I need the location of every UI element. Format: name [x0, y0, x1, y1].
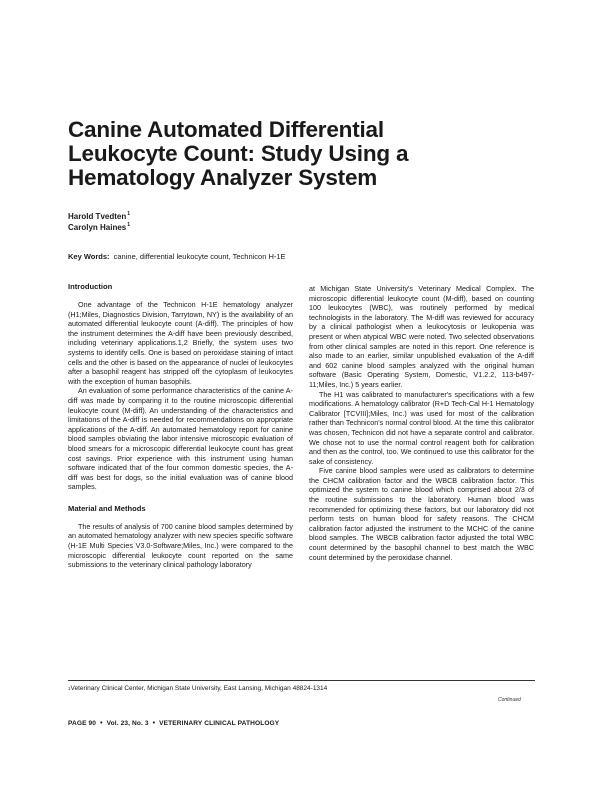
author-name: Harold Tvedten — [68, 212, 127, 221]
footnote — [68, 684, 535, 693]
page-footer — [68, 720, 279, 727]
continued-label: Continued — [498, 697, 521, 703]
body-paragraph: Five canine blood samples were used as calibrators to determine the CHCM calibration factor and the WBCB calibration factor. This optimized the system to canine blood which comprised about 2/3 of the routine submissions to the laboratory. Human blood was recommended for optimizing these factors, but our laboratory did not perform tests on human blood for safety reasons. The CHCM calibration factor adjusted the instrument to the MCHC of the canine blood samples. The WBCB calibration factor adjusted the total WBC count determined by the basophil channel to best match the WBC count determined by the peroxidase channel. — [309, 466, 534, 562]
methods-heading: Material and Methods — [68, 503, 146, 513]
footnote-divider — [68, 680, 535, 681]
author — [68, 211, 130, 222]
right-column — [309, 284, 534, 562]
bullet-separator: • — [152, 720, 156, 727]
title-line: Leukocyte Count: Study Using a — [68, 141, 409, 166]
article-title — [68, 118, 538, 190]
keywords-text: canine, differential leukocyte count, Technicon H-1E — [113, 252, 286, 261]
body-paragraph: The H1 was calibrated to manufacturer's specifications with a few modifications. A hematology calibrator (R+D Tech-Cal H-1 Hematology Calibrator [TCVIII];Miles, Inc.) was used for most of the calibration rather than Technicon's normal control blood. At the time this calibrator was chosen, Technicon did not have a separate control and calibrator. We chose not to use the normal control reagent both for calibration and then as the control, too. We continued to use this calibrator for the sake of consistency. — [309, 389, 534, 466]
author-affiliation-mark: 1 — [127, 222, 131, 228]
author-name: Carolyn Haines — [68, 223, 127, 232]
title-line: Hematology Analyzer System — [68, 165, 378, 190]
journal-name: VETERINARY CLINICAL PATHOLOGY — [159, 720, 280, 727]
keywords-line — [68, 252, 286, 262]
body-paragraph: at Michigan State University's Veterinary Medical Complex. The microscopic differential leukocyte count (M-diff), based on counting 100 leukocytes (WBC), was routinely performed by medical technologists in the laboratory. The M-diff was reviewed for accuracy by a clinical pathologist when a leukocytosis or leukopenia was present or when atypical WBC were noted. Two selected observations from other clinical samples are noted in this report. One reference is also made to an earlier, similar unpublished evaluation of the A-diff and 602 canine blood samples analyzed with the original human software (Basic Operating System, Domestic, V1.2.2, 113-b497-11;Miles, Inc.) 5 years earlier. — [309, 284, 534, 389]
bullet-separator: • — [100, 720, 103, 727]
author — [68, 222, 130, 233]
introduction-heading: Introduction — [68, 282, 113, 291]
intro-paragraph: An evaluation of some performance characteristics of the canine A-diff was made by comparing it to the routine microscopic differential leukocyte count (M-diff). An understanding of the characteristics and limitations of the A-diff is needed for recommendations on appropriate applications of the A-diff. An automated hematology report for canine blood samples obviating the labor intensive microscopic evaluation of blood smears for a microscopic differential leukocyte count has great cost savings. Prior experience with this instrument using human software indicated that of the four common domestic species, the A-diff was best for dogs, so the initial evaluation was of canine blood samples. — [68, 386, 293, 492]
keywords-label: Key Words: — [68, 252, 110, 261]
left-column — [68, 282, 293, 570]
volume-issue: Vol. 23, No. 3 — [106, 720, 149, 727]
author-list — [68, 211, 130, 233]
footnote-mark: 1 — [68, 686, 71, 691]
intro-paragraph: One advantage of the Technicon H-1E hematology analyzer (H1;Miles, Diagnostics Division, Tarrytown, NY) is the availability of an automated differential leukocyte count (A-diff). The principles of how the instrument determines the A-diff have been previously described, including veterinary applications.1,2 Briefly, the system uses two systems to identify cells. One is based on peroxidase staining of intact cells and the other is based on the appearance of nuclei of leukocytes after a basophil reagent has stripped off the cytoplasm of leukocytes with the exception of human basophils. — [68, 300, 293, 386]
methods-paragraph: The results of analysis of 700 canine blood samples determined by an automated hematology analyzer with new species specific software (H-1E Multi Species V3.0-Software;Miles, Inc.) were compared to the microscopic differential leukocyte count reported on the same submissions to the veterinary clinical pathology laboratory — [68, 521, 293, 570]
footnote-text: Veterinary Clinical Center, Michigan State University, East Lansing, Michigan 48824-1314 — [70, 685, 328, 692]
author-affiliation-mark: 1 — [127, 211, 131, 217]
title-line: Canine Automated Differential — [68, 117, 384, 142]
page-number: PAGE 90 — [68, 720, 97, 727]
